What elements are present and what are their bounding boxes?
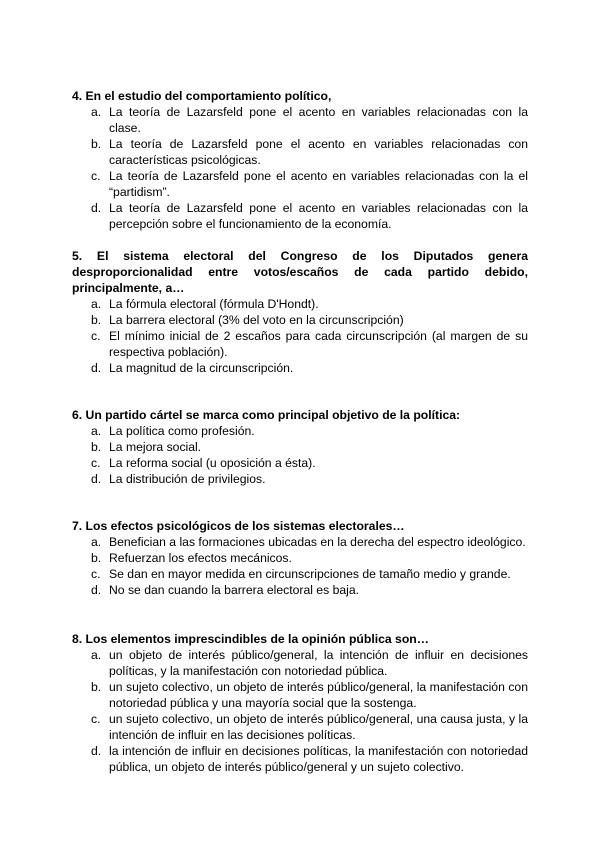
question-6 — [72, 407, 528, 487]
option-text: un sujeto colectivo, un objeto de interés público/general, una causa justa, y la intención de influir en las decisiones políticas. — [109, 712, 528, 742]
question-7 — [72, 518, 528, 598]
answer-options — [72, 423, 528, 487]
option-c — [72, 711, 528, 743]
option-b — [72, 439, 528, 455]
question-8 — [72, 631, 528, 775]
option-a — [72, 296, 528, 312]
option-letter: d. — [91, 583, 102, 597]
option-text: un sujeto colectivo, un objeto de interés público/general, la manifestación con notoriedad pública y una mayoría social que la sostenga. — [109, 680, 528, 710]
question-title: 6. Un partido cártel se marca como principal objetivo de la política: — [72, 408, 461, 422]
answer-options — [72, 296, 528, 376]
option-c — [72, 566, 528, 582]
option-text: Refuerzan los efectos mecánicos. — [109, 551, 292, 565]
option-letter: a. — [91, 648, 102, 662]
option-text: un objeto de interés público/general, la intención de influir en decisiones políticas, y la manifestación con notoriedad pública. — [109, 648, 528, 678]
option-d — [72, 582, 528, 598]
option-letter: c. — [91, 329, 101, 343]
option-d — [72, 743, 528, 775]
option-c — [72, 455, 528, 471]
option-c — [72, 168, 528, 200]
option-letter: a. — [91, 297, 102, 311]
option-letter: d. — [91, 744, 102, 758]
option-d — [72, 200, 528, 232]
option-a — [72, 423, 528, 439]
option-letter: c. — [91, 712, 101, 726]
option-text: la intención de influir en decisiones políticas, la manifestación con notoriedad pública, un objeto de interés público/general y un sujeto colectivo. — [109, 744, 528, 774]
option-text: No se dan cuando la barrera electoral es baja. — [109, 583, 359, 597]
option-letter: c. — [91, 567, 101, 581]
question-title: 7. Los efectos psicológicos de los sistemas electorales… — [72, 519, 405, 533]
option-letter: b. — [91, 313, 102, 327]
option-text: La teoría de Lazarsfeld pone el acento en variables relacionadas con características psicológicas. — [109, 137, 528, 167]
answer-options — [72, 104, 528, 232]
option-text: Benefician a las formaciones ubicadas en la derecha del espectro ideológico. — [109, 535, 526, 549]
option-b — [72, 312, 528, 328]
option-text: La política como profesión. — [109, 424, 255, 438]
option-letter: a. — [91, 535, 102, 549]
option-a — [72, 104, 528, 136]
option-letter: b. — [91, 551, 102, 565]
question-5 — [72, 248, 528, 376]
option-letter: b. — [91, 680, 102, 694]
option-letter: d. — [91, 472, 102, 486]
option-letter: c. — [91, 169, 101, 183]
option-text: La magnitud de la circunscripción. — [109, 361, 294, 375]
option-text: La barrera electoral (3% del voto en la circunscripción) — [109, 313, 404, 327]
option-a — [72, 534, 528, 550]
option-text: La fórmula electoral (fórmula D'Hondt). — [109, 297, 319, 311]
option-text: La teoría de Lazarsfeld pone el acento en variables relacionadas con la clase. — [109, 105, 528, 135]
question-title: 5. El sistema electoral del Congreso de los Diputados genera desproporcionalidad entre votos/escaños de cada partido debido, principalmente, a… — [72, 249, 528, 295]
option-text: El mínimo inicial de 2 escaños para cada circunscripción (al margen de su respectiva población). — [109, 329, 528, 359]
option-d — [72, 471, 528, 487]
option-letter: b. — [91, 440, 102, 454]
option-letter: d. — [91, 201, 102, 215]
option-c — [72, 328, 528, 360]
option-d — [72, 360, 528, 376]
option-text: La reforma social (u oposición a ésta). — [109, 456, 316, 470]
option-letter: b. — [91, 137, 102, 151]
option-text: La teoría de Lazarsfeld pone el acento en variables relacionadas con la el “partidism”. — [109, 169, 528, 199]
answer-options — [72, 647, 528, 775]
option-letter: a. — [91, 105, 102, 119]
option-b — [72, 679, 528, 711]
question-4 — [72, 88, 528, 232]
option-text: La teoría de Lazarsfeld pone el acento en variables relacionadas con la percepción sobre el funcionamiento de la economía. — [109, 201, 528, 231]
option-b — [72, 550, 528, 566]
answer-options — [72, 534, 528, 598]
option-text: La mejora social. — [109, 440, 202, 454]
question-title: 8. Los elementos imprescindibles de la opinión pública son… — [72, 632, 429, 646]
option-b — [72, 136, 528, 168]
question-title: 4. En el estudio del comportamiento político, — [72, 89, 332, 103]
option-letter: a. — [91, 424, 102, 438]
option-letter: c. — [91, 456, 101, 470]
option-text: La distribución de privilegios. — [109, 472, 266, 486]
option-letter: d. — [91, 361, 102, 375]
option-a — [72, 647, 528, 679]
option-text: Se dan en mayor medida en circunscripciones de tamaño medio y grande. — [109, 567, 511, 581]
